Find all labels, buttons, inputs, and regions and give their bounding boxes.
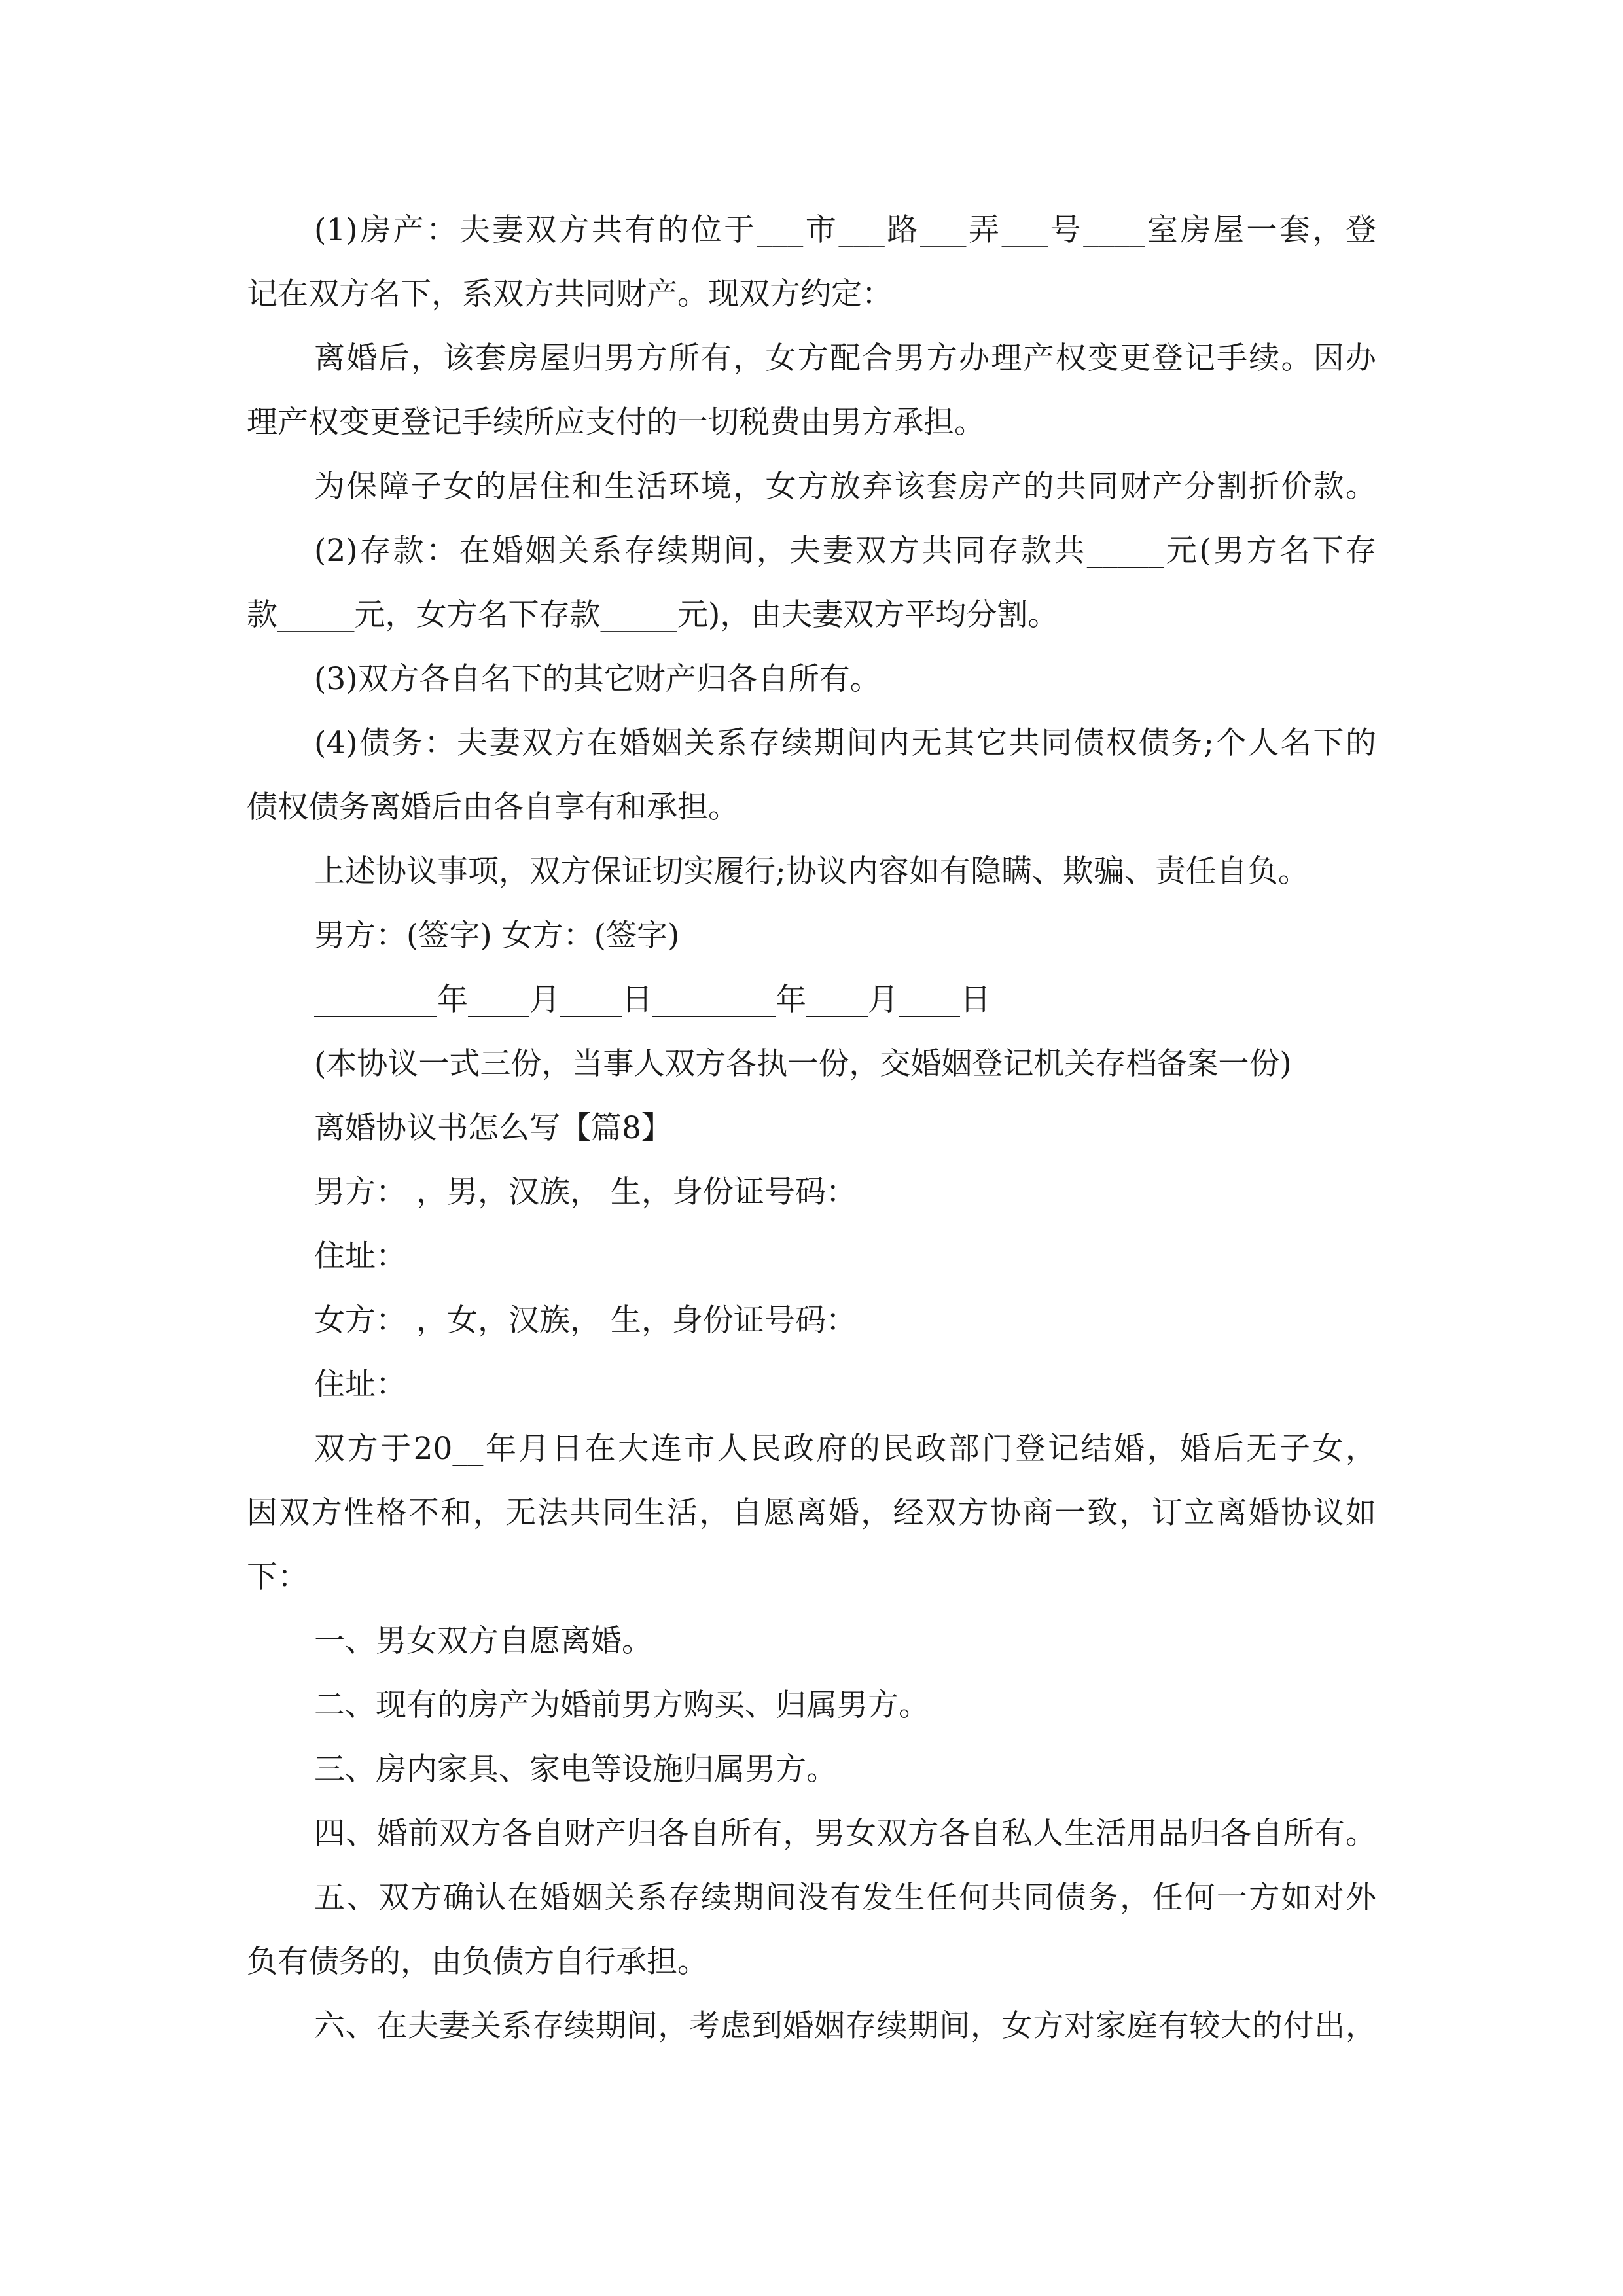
text-line: 住址：: [314, 1238, 406, 1274]
text-line: 上述协议事项，双方保证切实履行;协议内容如有隐瞒、欺骗、责任自负。: [314, 853, 1309, 889]
text-line: 因双方性格不和，无法共同生活，自愿离婚，经双方协商一致，订立离婚协议如: [247, 1495, 1376, 1531]
text-line: (2)存款：在婚姻关系存续期间，夫妻双方共同存款共_____元(男方名下存: [314, 533, 1376, 569]
text-line: 为保障子女的居住和生活环境，女方放弃该套房产的共同财产分割折价款。: [314, 469, 1376, 505]
text-line: 双方于20__年月日在大连市人民政府的民政部门登记结婚，婚后无子女，: [314, 1431, 1376, 1467]
text-line: 女方： ，女，汉族， 生，身份证号码：: [314, 1302, 857, 1338]
text-line: 理产权变更登记手续所应支付的一切税费由男方承担。: [247, 404, 985, 440]
text-line: 三、房内家具、家电等设施归属男方。: [314, 1751, 837, 1787]
text-line: 一、男女双方自愿离婚。: [314, 1623, 652, 1659]
date-line: ________年____月____日________年____月____日: [314, 982, 991, 1018]
text-line: 二、现有的房产为婚前男方购买、归属男方。: [314, 1687, 929, 1723]
signature-line: 男方：(签字) 女方：(签字): [314, 918, 680, 954]
text-line: 五、双方确认在婚姻关系存续期间没有发生任何共同债务，任何一方如对外: [314, 1880, 1376, 1916]
text-line: 离婚后，该套房屋归男方所有，女方配合男方办理产权变更登记手续。因办: [314, 340, 1376, 376]
text-line: 记在双方名下，系双方共同财产。现双方约定：: [247, 276, 893, 312]
text-line: 四、婚前双方各自财产归各自所有，男女双方各自私人生活用品归各自所有。: [314, 1816, 1376, 1852]
text-line: 六、在夫妻关系存续期间，考虑到婚姻存续期间，女方对家庭有较大的付出，: [314, 2008, 1376, 2044]
text-line: 男方： ，男，汉族， 生，身份证号码：: [314, 1174, 857, 1210]
text-line: 负有债务的，由负债方自行承担。: [247, 1944, 708, 1980]
section-heading: 离婚协议书怎么写【篇8】: [314, 1110, 672, 1146]
text-line: 住址：: [314, 1367, 406, 1403]
text-line: (4)债务：夫妻双方在婚姻关系存续期间内无其它共同债权债务;个人名下的: [314, 725, 1376, 761]
text-line: 债权债务离婚后由各自享有和承担。: [247, 789, 739, 825]
text-line: 款_____元，女方名下存款_____元)，由夫妻双方平均分割。: [247, 597, 1059, 633]
text-line: (3)双方各自名下的其它财产归各自所有。: [314, 661, 881, 697]
text-line: 下：: [247, 1559, 308, 1595]
text-line: (1)房产：夫妻双方共有的位于___市___路___弄___号____室房屋一套，登: [314, 212, 1376, 248]
text-line: (本协议一式三份，当事人双方各执一份，交婚姻登记机关存档备案一份): [314, 1046, 1292, 1082]
